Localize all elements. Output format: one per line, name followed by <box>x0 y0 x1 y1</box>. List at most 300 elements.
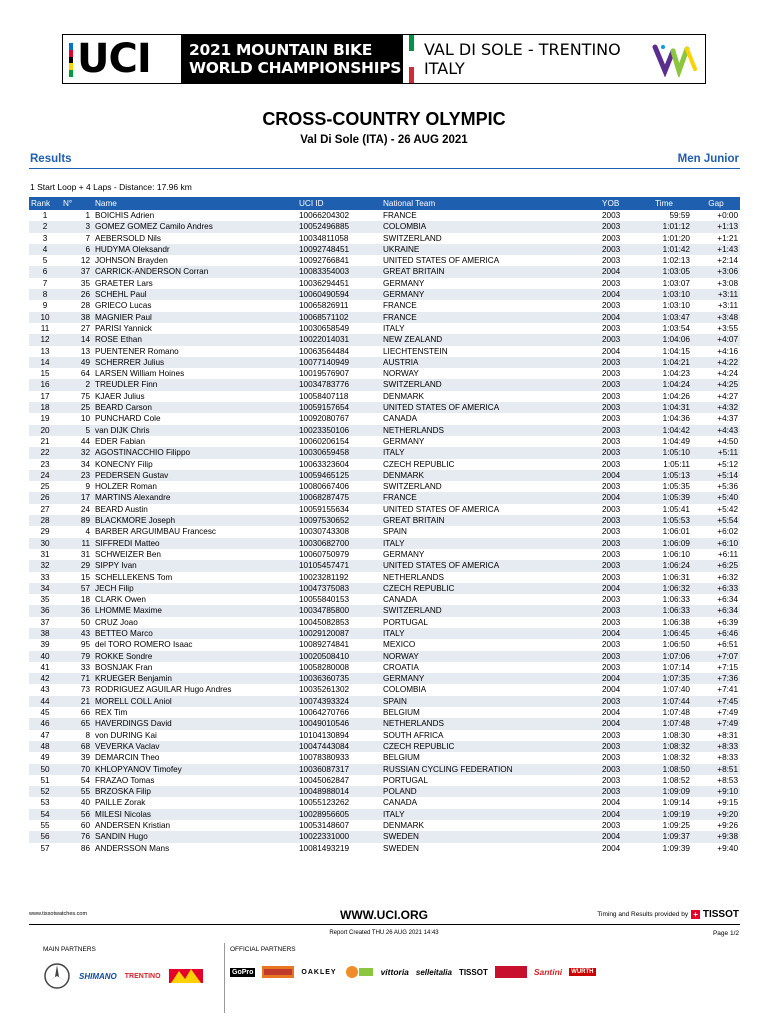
name-cell: KRUEGER Benjamin <box>93 673 297 684</box>
time-cell: 1:06:50 <box>662 640 690 650</box>
name-cell: TREUDLER Finn <box>93 379 297 390</box>
gap-cell: +8:53 <box>717 775 738 785</box>
time-cell: 1:06:01 <box>662 527 690 537</box>
vittoria-logo: vittoria <box>380 967 409 977</box>
rank-cell: 15 <box>40 369 50 379</box>
table-row <box>29 662 740 673</box>
gap-cell: +7:36 <box>692 673 740 684</box>
rank-cell: 50 <box>29 764 61 775</box>
gap-cell: +6:51 <box>717 640 738 650</box>
name-cell: HAVERDINGS David <box>93 718 297 729</box>
name-cell: SIFFREDI Matteo <box>93 538 297 549</box>
table-row <box>29 447 740 458</box>
yob-cell: 2004 <box>600 831 636 842</box>
table-row <box>29 843 740 854</box>
yob-cell: 2003 <box>600 357 636 368</box>
rank-cell: 19 <box>40 414 50 424</box>
name-cell: LHOMME Maxime <box>93 605 297 616</box>
yob-cell: 2003 <box>602 211 621 220</box>
rank-cell: 23 <box>40 459 50 469</box>
time-cell: 1:03:47 <box>636 312 692 323</box>
table-row <box>29 730 740 741</box>
national-team-cell: FRANCE <box>383 211 417 220</box>
yob-cell: 2004 <box>600 289 636 300</box>
rank-cell: 31 <box>40 549 50 559</box>
name-cell: MARTINS Alexandre <box>93 492 297 503</box>
championship-title-line1: 2021 MOUNTAIN BIKE <box>189 41 372 59</box>
yob-cell: 2003 <box>600 741 636 752</box>
uci-id-cell: 10065826911 <box>299 301 349 311</box>
time-cell: 1:05:11 <box>663 459 690 469</box>
official-partner-logos <box>230 962 596 982</box>
footer-divider <box>29 924 740 925</box>
table-row <box>29 357 740 368</box>
table-row <box>29 831 740 842</box>
rank-cell: 33 <box>40 572 50 582</box>
yob-cell: 2004 <box>600 492 636 503</box>
partners-divider <box>224 943 225 1013</box>
column-header-time: Time <box>636 197 692 210</box>
rank-cell: 2 <box>29 221 61 232</box>
national-team-cell: NETHERLANDS <box>381 425 600 436</box>
uci-id-cell: 10058407118 <box>299 391 349 401</box>
bib-cell: 5 <box>61 425 93 436</box>
results-body <box>29 210 740 854</box>
national-team-cell: GERMANY <box>381 673 600 684</box>
wurth-logo: WÜRTH <box>571 969 594 975</box>
time-cell: 1:04:31 <box>636 402 692 413</box>
yob-cell: 2003 <box>600 538 636 549</box>
yob-cell: 2003 <box>600 764 636 775</box>
name-cell: ROSE Ethan <box>93 334 297 345</box>
national-team-cell: NORWAY <box>383 369 419 379</box>
gap-cell: +6:02 <box>717 527 738 537</box>
time-cell: 1:08:32 <box>662 753 690 763</box>
bib-cell: 56 <box>61 809 93 820</box>
table-row <box>29 639 740 650</box>
table-row <box>29 752 740 763</box>
table-row <box>29 289 740 300</box>
gap-cell: +7:45 <box>692 696 740 707</box>
time-cell: 1:03:05 <box>636 266 692 277</box>
national-team-cell: POLAND <box>381 786 600 797</box>
bib-cell: 50 <box>80 617 90 627</box>
national-team-cell: GERMANY <box>383 436 425 446</box>
uci-id-cell: 10055840153 <box>299 595 350 605</box>
gap-cell: +6:25 <box>692 560 740 571</box>
bib-cell: 24 <box>80 504 90 514</box>
table-row <box>29 572 740 583</box>
national-team-cell: RUSSIAN CYCLING FEDERATION <box>381 764 600 775</box>
rank-cell: 43 <box>40 685 50 695</box>
name-cell: van DIJK Chris <box>93 425 297 436</box>
gap-cell: +2:14 <box>717 256 738 266</box>
rank-cell: 35 <box>40 595 50 605</box>
table-row <box>29 379 740 390</box>
uci-id-cell: 10023350106 <box>297 425 381 436</box>
gap-cell: +6:34 <box>692 605 740 616</box>
name-cell: CLARK Owen <box>95 595 146 605</box>
name-cell: JECH Filip <box>93 583 297 594</box>
yob-cell: 2004 <box>600 809 636 820</box>
gap-cell: +4:25 <box>692 379 740 390</box>
uci-id-cell: 10029120087 <box>297 628 381 639</box>
rank-cell: 12 <box>29 334 61 345</box>
rank-cell: 1 <box>42 211 48 220</box>
table-row <box>29 764 740 775</box>
gap-cell: +5:36 <box>717 482 738 492</box>
rank-cell: 18 <box>29 402 61 413</box>
national-team-cell: SWITZERLAND <box>381 379 600 390</box>
national-team-cell: CANADA <box>383 595 418 605</box>
bib-cell: 28 <box>80 301 90 311</box>
name-cell: BRZOSKA Filip <box>93 786 297 797</box>
column-header-bib: N° <box>61 197 93 210</box>
table-row <box>29 425 740 436</box>
national-team-cell: CZECH REPUBLIC <box>381 741 600 752</box>
column-header-national-team: National Team <box>381 197 600 210</box>
time-cell: 1:05:41 <box>662 504 690 514</box>
national-team-cell: CANADA <box>383 798 418 808</box>
uci-id-cell: 10060490594 <box>297 289 381 300</box>
bib-cell: 64 <box>80 369 90 379</box>
name-cell: ANDERSSON Mans <box>95 843 170 853</box>
yob-cell: 2003 <box>602 775 621 785</box>
yob-cell: 2003 <box>602 753 621 763</box>
rank-cell: 36 <box>29 605 61 616</box>
bib-cell: 17 <box>61 492 93 503</box>
time-cell: 1:06:10 <box>662 549 690 559</box>
uci-id-cell: 10049010546 <box>297 718 381 729</box>
bib-cell: 95 <box>80 640 90 650</box>
gap-cell: +4:24 <box>717 369 738 379</box>
tissot-url: www.tissotwatches.com <box>29 911 88 917</box>
name-cell: CRUZ Joao <box>95 617 138 627</box>
national-team-cell: LIECHTENSTEIN <box>383 346 448 356</box>
gap-cell: +3:11 <box>717 301 738 311</box>
name-cell: HOLZER Roman <box>95 482 157 492</box>
gap-cell: +6:32 <box>717 572 738 582</box>
val-di-sole-logo-icon <box>645 35 705 83</box>
main-partner-logos <box>43 962 203 990</box>
table-row <box>29 481 740 492</box>
uci-id-cell: 10068287475 <box>297 492 381 503</box>
bib-cell: 35 <box>80 278 90 288</box>
national-team-cell: SPAIN <box>381 696 600 707</box>
time-cell: 1:09:37 <box>636 831 692 842</box>
name-cell: GRAETER Lars <box>95 278 153 288</box>
yob-cell: 2003 <box>602 730 621 740</box>
gap-cell: +7:49 <box>717 708 738 718</box>
time-cell: 1:01:42 <box>636 244 692 255</box>
rank-cell: 32 <box>29 560 61 571</box>
name-cell: PARISI Yannick <box>95 323 152 333</box>
table-row <box>29 323 740 334</box>
name-cell: DEMARCIN Theo <box>95 753 160 763</box>
bib-cell: 49 <box>61 357 93 368</box>
category-label: Men Junior <box>677 153 739 165</box>
name-cell: GOMEZ GOMEZ Camilo Andres <box>93 221 297 232</box>
uci-id-cell: 10045082853 <box>299 617 350 627</box>
table-row <box>29 402 740 413</box>
bib-cell: 29 <box>61 560 93 571</box>
gap-cell: +5:42 <box>717 504 738 514</box>
gap-cell: +5:40 <box>692 492 740 503</box>
oakley-logo: OAKLEY <box>301 968 337 976</box>
uci-logo-text: UCI <box>77 36 151 82</box>
bib-cell: 44 <box>80 436 90 446</box>
table-row <box>29 741 740 752</box>
gap-cell: +9:26 <box>717 821 738 831</box>
event-location-line1: VAL DI SOLE - TRENTINO <box>424 40 621 59</box>
uci-website: WWW.UCI.ORG <box>340 908 428 922</box>
name-cell: BARBER ARGUIMBAU Francesc <box>95 527 217 537</box>
uci-id-cell: 10020508410 <box>297 651 381 662</box>
bib-cell: 26 <box>61 289 93 300</box>
yob-cell: 2003 <box>600 447 636 458</box>
results-label: Results <box>30 153 72 165</box>
uci-id-cell: 10045062847 <box>299 775 350 785</box>
event-location <box>414 35 645 83</box>
table-row <box>29 391 740 402</box>
rank-cell: 28 <box>29 515 61 526</box>
bib-cell: 43 <box>61 628 93 639</box>
name-cell: PEDERSEN Gustav <box>93 470 297 481</box>
national-team-cell: UNITED STATES OF AMERICA <box>381 402 600 413</box>
uci-id-cell: 10036360735 <box>297 673 381 684</box>
name-cell: REX Tim <box>95 708 128 718</box>
table-row <box>29 300 740 311</box>
national-team-cell: UNITED STATES OF AMERICA <box>381 560 600 571</box>
name-cell: VEVERKA Vaclav <box>93 741 297 752</box>
national-team-cell: SWEDEN <box>383 843 419 853</box>
rank-cell: 38 <box>29 628 61 639</box>
time-cell: 1:04:42 <box>636 425 692 436</box>
table-row <box>29 210 740 221</box>
time-cell: 1:03:07 <box>662 278 690 288</box>
time-cell: 1:05:39 <box>636 492 692 503</box>
bib-cell: 8 <box>85 730 90 740</box>
time-cell: 1:07:35 <box>636 673 692 684</box>
yob-cell: 2003 <box>602 617 621 627</box>
yob-cell: 2003 <box>600 221 636 232</box>
yob-cell: 2003 <box>602 301 621 311</box>
shimano-logo: SHIMANO <box>79 971 117 981</box>
selle-italia-logo: selleitalia <box>415 967 452 977</box>
tissot-logo <box>691 909 739 920</box>
time-cell: 1:06:09 <box>636 538 692 549</box>
gap-cell: +6:39 <box>717 617 738 627</box>
name-cell: HUDYMA Oleksandr <box>93 244 297 255</box>
bib-cell: 6 <box>61 244 93 255</box>
rank-cell: 16 <box>29 379 61 390</box>
yob-cell: 2003 <box>600 402 636 413</box>
national-team-cell: SWITZERLAND <box>383 482 442 492</box>
time-cell: 1:09:25 <box>662 821 690 831</box>
gopro-logo: GoPro <box>232 968 254 976</box>
national-team-cell: FRANCE <box>381 312 600 323</box>
uci-id-cell: 10092766841 <box>299 256 350 266</box>
gap-cell: +3:55 <box>717 323 738 333</box>
gap-cell: +9:10 <box>692 786 740 797</box>
national-team-cell: CROATIA <box>383 662 419 672</box>
name-cell: BOSNJAK Fran <box>95 662 153 672</box>
yob-cell: 2003 <box>600 334 636 345</box>
name-cell: GRIECO Lucas <box>95 301 152 311</box>
national-team-cell: FRANCE <box>383 301 417 311</box>
national-team-cell: NEW ZEALAND <box>381 334 600 345</box>
national-team-cell: NETHERLANDS <box>383 572 444 582</box>
name-cell: SCHERRER Julius <box>93 357 297 368</box>
table-row <box>29 707 740 718</box>
name-cell: MORELL COLL Aniol <box>93 696 297 707</box>
time-cell: 1:07:40 <box>662 685 690 695</box>
bib-cell: 11 <box>61 538 93 549</box>
name-cell: MILESI Nicolas <box>93 809 297 820</box>
uci-id-cell: 10059155634 <box>299 504 350 514</box>
table-row <box>29 538 740 549</box>
bib-cell: 65 <box>61 718 93 729</box>
uci-id-cell: 10059465125 <box>297 470 381 481</box>
time-cell: 1:06:33 <box>662 595 690 605</box>
table-row <box>29 221 740 232</box>
uci-id-cell: 10089274841 <box>299 640 350 650</box>
uci-id-cell: 10034811058 <box>299 233 349 243</box>
gap-cell: +1:43 <box>692 244 740 255</box>
bib-cell: 9 <box>85 482 90 492</box>
yob-cell: 2003 <box>602 821 621 831</box>
uci-id-cell: 10055123262 <box>299 798 350 808</box>
rank-cell: 8 <box>29 289 61 300</box>
rank-cell: 17 <box>40 391 50 401</box>
table-row <box>29 470 740 481</box>
column-header-uci-id: UCI ID <box>297 197 381 210</box>
gap-cell: +6:33 <box>692 583 740 594</box>
bib-cell: 66 <box>80 708 90 718</box>
polenta-partner-icon <box>262 962 294 982</box>
bib-cell: 86 <box>80 843 90 853</box>
championship-title-line2: WORLD CHAMPIONSHIPS <box>189 59 402 77</box>
uci-id-cell: 10074393324 <box>297 696 381 707</box>
santini-logo: Santini <box>533 967 563 977</box>
yob-cell: 2003 <box>600 425 636 436</box>
yob-cell: 2003 <box>602 414 621 424</box>
national-team-cell: UKRAINE <box>381 244 600 255</box>
national-team-cell: CZECH REPUBLIC <box>381 583 600 594</box>
gap-cell: +9:40 <box>717 843 738 853</box>
uci-id-cell: 10036294451 <box>299 278 350 288</box>
rank-cell: 41 <box>40 662 50 672</box>
bib-cell: 32 <box>61 447 93 458</box>
table-row <box>29 244 740 255</box>
time-cell: 1:01:20 <box>662 233 690 243</box>
gap-cell: +7:07 <box>692 651 740 662</box>
table-row <box>29 594 740 605</box>
national-team-cell: COLOMBIA <box>381 221 600 232</box>
national-team-cell: UNITED STATES OF AMERICA <box>383 504 500 514</box>
gap-cell: +7:49 <box>692 718 740 729</box>
uci-id-cell: 10060750979 <box>299 549 350 559</box>
uci-id-cell: 10059157654 <box>297 402 381 413</box>
national-team-cell: DENMARK <box>383 821 424 831</box>
yob-cell: 2003 <box>600 244 636 255</box>
table-row <box>29 583 740 594</box>
rank-cell: 42 <box>29 673 61 684</box>
time-cell: 1:02:13 <box>662 256 690 266</box>
bib-cell: 76 <box>61 831 93 842</box>
national-team-cell: GERMANY <box>383 549 425 559</box>
yob-cell: 2003 <box>602 436 621 446</box>
official-partners-label: OFFICIAL PARTNERS <box>230 946 296 953</box>
name-cell: KONECNY Filip <box>95 459 153 469</box>
table-row <box>29 266 740 277</box>
time-cell: 1:04:06 <box>636 334 692 345</box>
name-cell: CARRICK-ANDERSON Corran <box>93 266 297 277</box>
table-row <box>29 278 740 289</box>
name-cell: ANDERSEN Kristian <box>95 821 171 831</box>
gap-cell: +4:50 <box>717 436 738 446</box>
yob-cell: 2004 <box>600 718 636 729</box>
time-cell: 1:01:12 <box>636 221 692 232</box>
bib-cell: 79 <box>61 651 93 662</box>
time-cell: 1:04:36 <box>662 414 690 424</box>
bib-cell: 33 <box>80 662 90 672</box>
table-row <box>29 605 740 616</box>
uci-id-cell: 10023281192 <box>299 572 349 582</box>
national-team-cell: DENMARK <box>383 391 424 401</box>
national-team-cell: SWITZERLAND <box>381 605 600 616</box>
national-team-cell: MEXICO <box>383 640 416 650</box>
gap-cell: +3:48 <box>692 312 740 323</box>
gap-cell: +9:15 <box>717 798 738 808</box>
bib-cell: 2 <box>61 379 93 390</box>
bib-cell: 14 <box>61 334 93 345</box>
national-team-cell: ITALY <box>381 447 600 458</box>
national-team-cell: UNITED STATES OF AMERICA <box>383 256 500 266</box>
time-cell: 1:07:48 <box>662 708 690 718</box>
table-row <box>29 233 740 244</box>
yob-cell: 2003 <box>600 605 636 616</box>
uci-id-cell: 10060206154 <box>299 436 350 446</box>
gap-cell: +4:37 <box>717 414 738 424</box>
bib-cell: 68 <box>61 741 93 752</box>
name-cell: MAGNIER Paul <box>93 312 297 323</box>
rank-cell: 44 <box>29 696 61 707</box>
name-cell: SCHELLEKENS Tom <box>95 572 173 582</box>
rank-cell: 24 <box>29 470 61 481</box>
gap-cell: +4:27 <box>717 391 738 401</box>
table-row <box>29 413 740 424</box>
uci-id-cell: 10036087317 <box>297 764 381 775</box>
yob-cell: 2003 <box>600 786 636 797</box>
rank-cell: 54 <box>29 809 61 820</box>
rank-cell: 3 <box>42 233 48 243</box>
table-row <box>29 651 740 662</box>
uci-id-cell: 10058280008 <box>299 662 350 672</box>
national-team-cell: ITALY <box>381 538 600 549</box>
time-cell: 1:09:14 <box>662 798 690 808</box>
table-row <box>29 673 740 684</box>
results-table <box>29 197 740 854</box>
name-cell: del TORO ROMERO Isaac <box>95 640 193 650</box>
rank-cell: 20 <box>29 425 61 436</box>
time-cell: 1:04:21 <box>636 357 692 368</box>
time-cell: 59:59 <box>669 211 690 220</box>
time-cell: 1:08:50 <box>636 764 692 775</box>
national-team-cell: GREAT BRITAIN <box>381 515 600 526</box>
rank-cell: 34 <box>29 583 61 594</box>
national-team-cell: ITALY <box>383 323 405 333</box>
